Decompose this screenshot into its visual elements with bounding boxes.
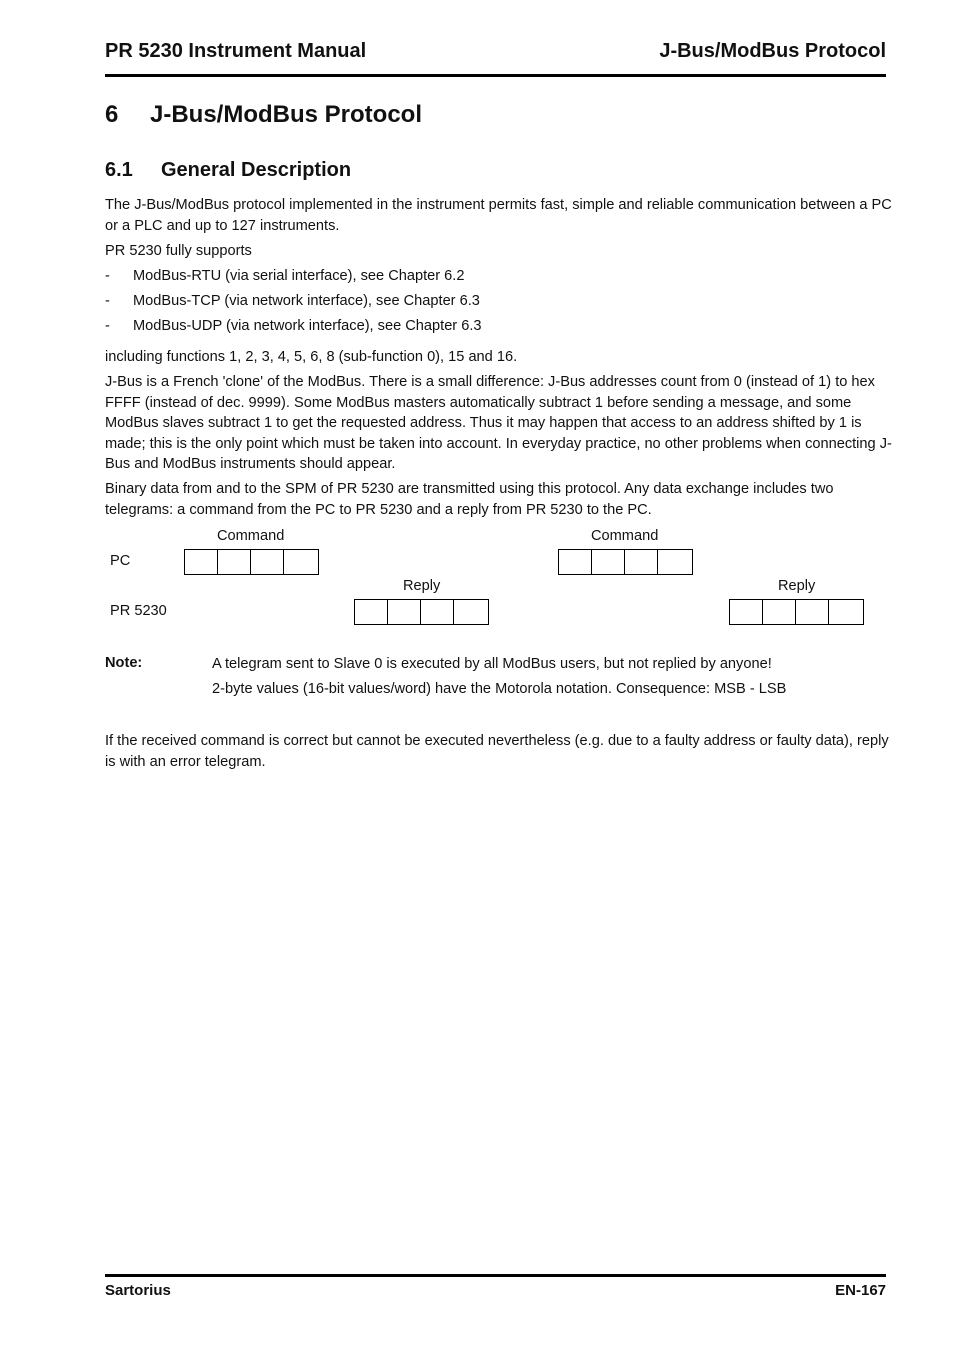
page-header [105, 40, 886, 77]
subsection-number: 6.1 [105, 159, 133, 181]
telegram-byte-cell [185, 550, 218, 574]
telegram-byte-cell [592, 550, 625, 574]
page-number: EN-167 [835, 1282, 886, 1299]
bullet-marker: - [105, 318, 110, 334]
pc-label: PC [110, 553, 131, 569]
telegram-byte-cell [218, 550, 251, 574]
jbus-paragraph: J-Bus is a French 'clone' of the ModBus. There is a small difference: J-Bus addresses count from 0 (instead of 1) to hex FFFF (instead of dec. 9999). Some ModBus masters automatically subtract 1 before sending a message, and some ModBus slaves subtract 1 to get the requested address. Thus it may happen that access to an address shifted by 1 is made; this is the only point which must be taken into account. In everyday practice, no other problems when connecting J-Bus and ModBus instruments should appear. [105, 374, 892, 472]
bullet-text: ModBus-UDP (via network interface), see Chapter 6.3 [133, 318, 482, 334]
bullet-item [105, 291, 480, 311]
reply-label: Reply [778, 578, 816, 594]
intro-paragraph: The J-Bus/ModBus protocol implemented in the instrument permits fast, simple and reliable communication between a PC or a PLC and up to 127 instruments. [105, 197, 892, 234]
device-label: PR 5230 [110, 603, 167, 619]
command-telegram-box [184, 549, 319, 575]
bullet-marker: - [105, 293, 110, 309]
telegram-byte-cell [454, 600, 488, 624]
error-paragraph: If the received command is correct but cannot be executed nevertheless (e.g. due to a faulty address or faulty data), reply is with an error telegram. [105, 733, 889, 770]
command-telegram-box [558, 549, 693, 575]
telegram-byte-cell [284, 550, 318, 574]
note-line: 2-byte values (16-bit values/word) have the Motorola notation. Consequence: MSB - LSB [212, 681, 787, 697]
telegram-byte-cell [388, 600, 421, 624]
bullet-text: ModBus-TCP (via network interface), see Chapter 6.3 [133, 293, 480, 309]
telegram-byte-cell [421, 600, 454, 624]
command-label: Command [591, 528, 659, 544]
footer-company: Sartorius [105, 1282, 171, 1299]
subsection-heading [105, 159, 351, 182]
reply-telegram-box [354, 599, 489, 625]
telegram-byte-cell [730, 600, 763, 624]
section-heading [105, 101, 422, 129]
bullet-item [105, 266, 464, 286]
bullet-text: ModBus-RTU (via serial interface), see Chapter 6.2 [133, 268, 465, 284]
header-manual-title: PR 5230 Instrument Manual [105, 40, 367, 62]
telegram-byte-cell [658, 550, 692, 574]
header-chapter-title: J-Bus/ModBus Protocol [659, 40, 886, 62]
page-footer [105, 1274, 886, 1299]
telegram-byte-cell [625, 550, 658, 574]
section-title: J-Bus/ModBus Protocol [150, 101, 423, 128]
bullet-marker: - [105, 268, 110, 284]
telegram-byte-cell [796, 600, 829, 624]
note-label: Note: [105, 655, 143, 671]
telegram-byte-cell [251, 550, 284, 574]
reply-label: Reply [403, 578, 441, 594]
reply-telegram-box [729, 599, 864, 625]
telegram-byte-cell [355, 600, 388, 624]
functions-paragraph: including functions 1, 2, 3, 4, 5, 6, 8 (sub-function 0), 15 and 16. [105, 349, 518, 365]
subsection-title: General Description [161, 159, 352, 181]
telegram-byte-cell [829, 600, 863, 624]
telegram-byte-cell [559, 550, 592, 574]
note-line: A telegram sent to Slave 0 is executed by all ModBus users, but not replied by anyone! [212, 656, 772, 672]
command-label: Command [217, 528, 285, 544]
binary-paragraph: Binary data from and to the SPM of PR 5230 are transmitted using this protocol. Any data exchange includes two telegrams: a command from the PC to PR 5230 and a reply from PR 5230 to the PC. [105, 481, 834, 518]
supports-paragraph: PR 5230 fully supports [105, 243, 252, 259]
telegram-byte-cell [763, 600, 796, 624]
section-number: 6 [105, 101, 119, 128]
bullet-item [105, 316, 482, 336]
